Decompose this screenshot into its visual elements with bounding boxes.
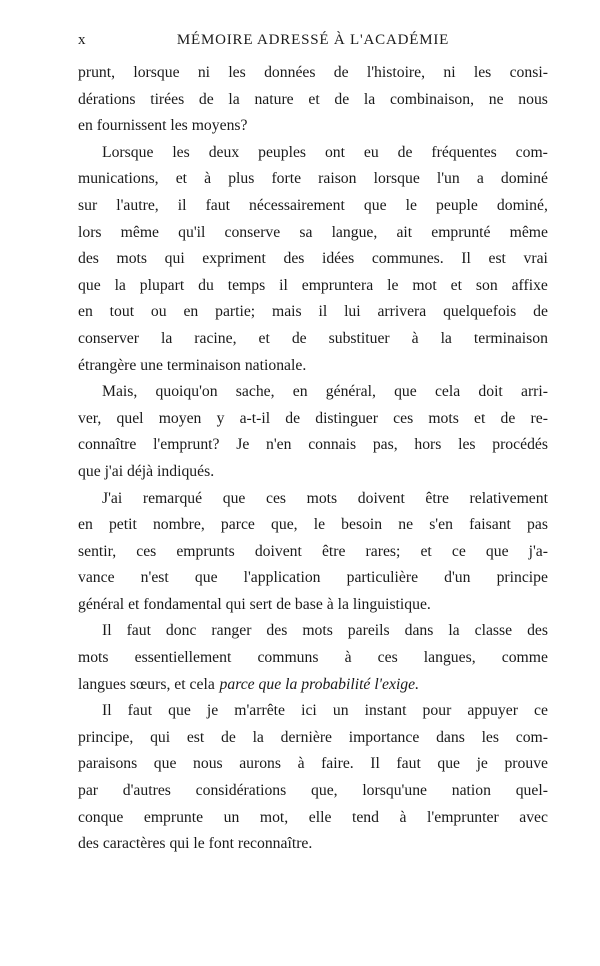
word: les — [481, 728, 499, 746]
word: mots — [428, 409, 459, 427]
text-line — [78, 831, 548, 858]
word: à — [344, 649, 352, 667]
word: l'emprunter — [427, 808, 499, 826]
word: que, — [271, 516, 298, 534]
word: du — [198, 276, 214, 294]
word: ni — [443, 64, 456, 81]
word: com- — [515, 728, 548, 746]
word: communes. — [371, 250, 444, 268]
running-title: MÉMOIRE ADRESSÉ À L'ACADÉMIE — [176, 32, 450, 48]
word: mots — [302, 622, 333, 640]
word: et — [258, 329, 270, 347]
word: le — [405, 196, 417, 214]
word: connaître — [78, 436, 137, 454]
word: ne — [488, 90, 504, 108]
word: instant — [364, 702, 407, 720]
word: et — [474, 409, 486, 427]
text-line — [78, 299, 548, 326]
word: nécessairement — [249, 196, 345, 214]
word: conserver — [78, 329, 139, 347]
word: procédés — [492, 436, 548, 454]
word: les — [172, 143, 190, 161]
word: que — [168, 702, 191, 720]
word: principe, — [78, 728, 134, 746]
word: de — [334, 90, 350, 108]
word: arri- — [521, 383, 548, 401]
word: emprunte — [143, 808, 204, 826]
word: de — [291, 329, 307, 347]
word: combinaison, — [389, 90, 475, 108]
text-line — [78, 645, 548, 672]
word: racine, — [194, 329, 237, 347]
word: raison — [318, 170, 357, 188]
word: dans — [404, 622, 434, 640]
word: connais — [308, 436, 357, 454]
word: dominé, — [496, 196, 548, 214]
word: empruntera — [301, 276, 374, 294]
word: quel- — [515, 782, 548, 800]
word: par — [78, 782, 99, 800]
body-text — [78, 60, 548, 858]
word: peuples — [258, 143, 307, 161]
text-line — [78, 459, 548, 486]
word: y — [216, 409, 225, 427]
word: petit — [108, 516, 137, 534]
word: emprunté — [431, 223, 491, 241]
word: la — [228, 90, 240, 108]
word: fréquentes — [431, 143, 497, 161]
word: qu'il — [178, 223, 206, 241]
word: nation — [451, 782, 491, 800]
word: parce — [220, 516, 255, 534]
word: que — [394, 383, 417, 401]
word: l'emprunt? — [153, 436, 220, 454]
word: que — [153, 755, 177, 773]
word: à — [411, 329, 419, 347]
word: il — [177, 196, 187, 214]
word: en — [78, 303, 93, 321]
word: que — [194, 569, 218, 587]
word: dernière — [280, 728, 333, 746]
text-line — [78, 60, 548, 87]
word: deux — [208, 143, 240, 161]
word: com- — [515, 143, 548, 161]
word: ces — [265, 489, 287, 507]
word: l'histoire, — [366, 64, 426, 81]
word: langue, — [331, 223, 378, 241]
word: mots — [306, 489, 338, 507]
text-line — [78, 87, 548, 114]
word: sur — [78, 196, 98, 214]
text-line — [78, 805, 548, 832]
word: le — [313, 516, 326, 534]
word: données — [264, 64, 316, 81]
word: tirées — [150, 90, 185, 108]
word: distinguer — [315, 409, 378, 427]
word: faire. — [321, 755, 354, 773]
word: plupart — [139, 276, 185, 294]
text-line — [78, 725, 548, 752]
word: être — [321, 542, 346, 560]
word: être — [425, 489, 449, 507]
word: Mais, — [102, 383, 138, 401]
word: que, — [311, 782, 338, 800]
word: nous — [518, 90, 548, 108]
word: sa — [299, 223, 313, 241]
word: d'autres — [122, 782, 171, 800]
word: des — [283, 250, 305, 268]
word: avec — [519, 808, 548, 826]
word: la — [440, 329, 452, 347]
word: doivent — [357, 489, 405, 507]
line-text: que j'ai déjà indiqués. — [78, 462, 215, 480]
word: a-t-il — [239, 409, 271, 427]
word: que — [437, 755, 461, 773]
line-text: en fournissent les moyens? — [78, 117, 248, 135]
word: l'autre, — [116, 196, 159, 214]
word: mot — [412, 276, 437, 294]
line-text: langues sœurs, et cela — [78, 675, 215, 693]
word: pas, — [372, 436, 398, 454]
word: de — [333, 64, 349, 81]
word: remarqué — [142, 489, 203, 507]
word: sache, — [235, 383, 275, 401]
line-text: étrangère une terminaison nationale. — [78, 356, 307, 374]
word: appuyer — [467, 702, 518, 720]
text-line — [78, 698, 548, 725]
word: ranger — [211, 622, 252, 640]
text-line — [78, 193, 548, 220]
word: aurons — [239, 755, 282, 773]
word: s'en — [429, 516, 453, 534]
word: quel — [116, 409, 144, 427]
word: Il — [102, 622, 112, 640]
text-line — [78, 592, 548, 619]
word: expriment — [202, 250, 266, 268]
word: conserve — [224, 223, 281, 241]
word: rares; — [365, 542, 401, 560]
word: est — [488, 250, 506, 268]
word: la — [114, 276, 126, 294]
word: faut — [396, 755, 421, 773]
word: peuple — [436, 196, 478, 214]
word: dominé — [500, 170, 548, 188]
word: que — [363, 196, 387, 214]
word: donc — [165, 622, 197, 640]
word: dérations — [78, 90, 136, 108]
word: d'un — [444, 569, 471, 587]
word: principe — [496, 569, 548, 587]
word: faisant — [469, 516, 511, 534]
word: général, — [325, 383, 376, 401]
word: mots — [116, 250, 148, 268]
page-header — [78, 32, 548, 54]
word: l'un — [436, 170, 460, 188]
word: je — [476, 755, 488, 773]
word: hors — [414, 436, 442, 454]
word: ni — [197, 64, 211, 81]
text-line — [78, 166, 548, 193]
word: particulière — [346, 569, 419, 587]
word: il — [279, 276, 288, 294]
word: des — [78, 250, 99, 268]
text-line — [78, 140, 548, 167]
text-line — [78, 539, 548, 566]
word: même — [509, 223, 548, 241]
word: emprunts — [176, 542, 235, 560]
word: affixe — [511, 276, 548, 294]
word: lorsqu'une — [362, 782, 428, 800]
word: la — [448, 622, 460, 640]
word: de — [198, 90, 214, 108]
word: ou — [150, 303, 167, 321]
word: Je — [236, 436, 250, 454]
word: eu — [363, 143, 379, 161]
word: ont — [324, 143, 345, 161]
text-line — [78, 220, 548, 247]
word: re- — [530, 409, 548, 427]
word: ne — [398, 516, 414, 534]
word: ait — [396, 223, 413, 241]
text-line — [78, 565, 548, 592]
word: à — [399, 808, 407, 826]
word: considérations — [195, 782, 287, 800]
text-line — [78, 273, 548, 300]
word: en — [78, 516, 93, 534]
word: des — [527, 622, 548, 640]
word: prouve — [504, 755, 548, 773]
word: ces — [377, 649, 398, 667]
word: même — [120, 223, 159, 241]
word: communs — [257, 649, 319, 667]
italic-emphasis: parce que la probabilité l'exige. — [219, 675, 420, 693]
word: de — [285, 409, 301, 427]
word: Il — [102, 702, 112, 720]
word: à — [204, 170, 212, 188]
word: nombre, — [152, 516, 205, 534]
word: que — [78, 276, 101, 294]
word: tout — [109, 303, 135, 321]
text-line — [78, 778, 548, 805]
word: que — [485, 542, 509, 560]
word: et — [420, 542, 432, 560]
word: il — [318, 303, 328, 321]
word: faut — [126, 622, 151, 640]
word: les — [473, 64, 492, 81]
word: doivent — [254, 542, 302, 560]
text-line — [78, 353, 548, 380]
word: mots — [78, 649, 109, 667]
word: forte — [271, 170, 302, 188]
word: les — [228, 64, 246, 81]
word: de — [221, 728, 236, 746]
word: un — [223, 808, 240, 826]
word: arrivera — [377, 303, 427, 321]
word: moyen — [158, 409, 202, 427]
word: quelquefois — [443, 303, 517, 321]
word: ces — [393, 409, 414, 427]
word: et — [175, 170, 188, 188]
word: tend — [351, 808, 379, 826]
word: Il — [461, 250, 471, 268]
word: et — [450, 276, 462, 294]
word: plus — [228, 170, 255, 188]
word: un — [332, 702, 349, 720]
text-line — [78, 751, 548, 778]
word: que — [222, 489, 246, 507]
word: lui — [344, 303, 361, 321]
word: partie; — [215, 303, 256, 321]
word: de — [533, 303, 548, 321]
word: à — [297, 755, 305, 773]
word: mais — [272, 303, 302, 321]
word: des — [266, 622, 288, 640]
word: ce — [451, 542, 466, 560]
word: elle — [308, 808, 332, 826]
word: nature — [254, 90, 294, 108]
word: en — [183, 303, 199, 321]
word: prunt, — [78, 64, 116, 81]
word: ver, — [78, 409, 102, 427]
word: besoin — [341, 516, 383, 534]
word: cela — [434, 383, 461, 401]
word: munications, — [78, 170, 159, 188]
word: pour — [422, 702, 452, 720]
word: j'a- — [528, 542, 548, 560]
word: lors — [78, 223, 102, 241]
text-line — [78, 512, 548, 539]
word: faut — [127, 702, 153, 720]
word: substituer — [328, 329, 390, 347]
word: la — [363, 90, 376, 108]
word: ces — [136, 542, 157, 560]
word: Lorsque — [102, 143, 154, 161]
word: la — [160, 329, 173, 347]
word: temps — [227, 276, 266, 294]
text-line — [78, 246, 548, 273]
word: et — [308, 90, 320, 108]
word: vance — [78, 569, 115, 587]
word: est — [186, 728, 205, 746]
word: quoiqu'on — [155, 383, 218, 401]
text-line — [78, 326, 548, 353]
word: de — [397, 143, 413, 161]
word: comme — [501, 649, 548, 667]
text-line — [78, 672, 548, 699]
word: m'arrête — [234, 702, 286, 720]
word: pas — [527, 516, 548, 534]
word: conque — [78, 808, 124, 826]
word: ce — [534, 702, 548, 720]
word: ici — [301, 702, 317, 720]
word: J'ai — [102, 489, 123, 507]
word: essentiellement — [134, 649, 232, 667]
word: terminaison — [473, 329, 548, 347]
word: le — [387, 276, 399, 294]
text-line — [78, 379, 548, 406]
word: langues, — [423, 649, 476, 667]
word: l'application — [243, 569, 321, 587]
word: n'est — [140, 569, 169, 587]
word: je — [206, 702, 219, 720]
word: qui — [150, 728, 171, 746]
word: mot, — [259, 808, 289, 826]
word: idées — [321, 250, 355, 268]
word: qui — [164, 250, 185, 268]
word: paraisons — [78, 755, 138, 773]
word: son — [475, 276, 498, 294]
text-line — [78, 486, 548, 513]
word: sentir, — [78, 542, 117, 560]
line-text: général et fondamental qui sert de base à la linguistique. — [78, 595, 431, 613]
word: doit — [478, 383, 503, 401]
word: importance — [348, 728, 420, 746]
text-line — [78, 406, 548, 433]
word: Il — [370, 755, 380, 773]
word: pareils — [347, 622, 390, 640]
text-line — [78, 113, 548, 140]
word: faut — [205, 196, 230, 214]
word: dans — [436, 728, 465, 746]
word: nous — [193, 755, 223, 773]
word: n'en — [266, 436, 292, 454]
text-line — [78, 618, 548, 645]
word: les — [458, 436, 476, 454]
word: lorsque — [133, 64, 180, 81]
page-number: x — [78, 32, 87, 48]
word: lorsque — [373, 170, 420, 188]
word: la — [252, 728, 264, 746]
line-text: des caractères qui le font reconnaître. — [78, 835, 313, 853]
text-line — [78, 432, 548, 459]
word: relativement — [469, 489, 548, 507]
word: a — [476, 170, 484, 188]
word: de — [500, 409, 516, 427]
word: consi- — [509, 64, 548, 81]
word: classe — [474, 622, 513, 640]
word: en — [292, 383, 308, 401]
word: vrai — [523, 250, 548, 268]
